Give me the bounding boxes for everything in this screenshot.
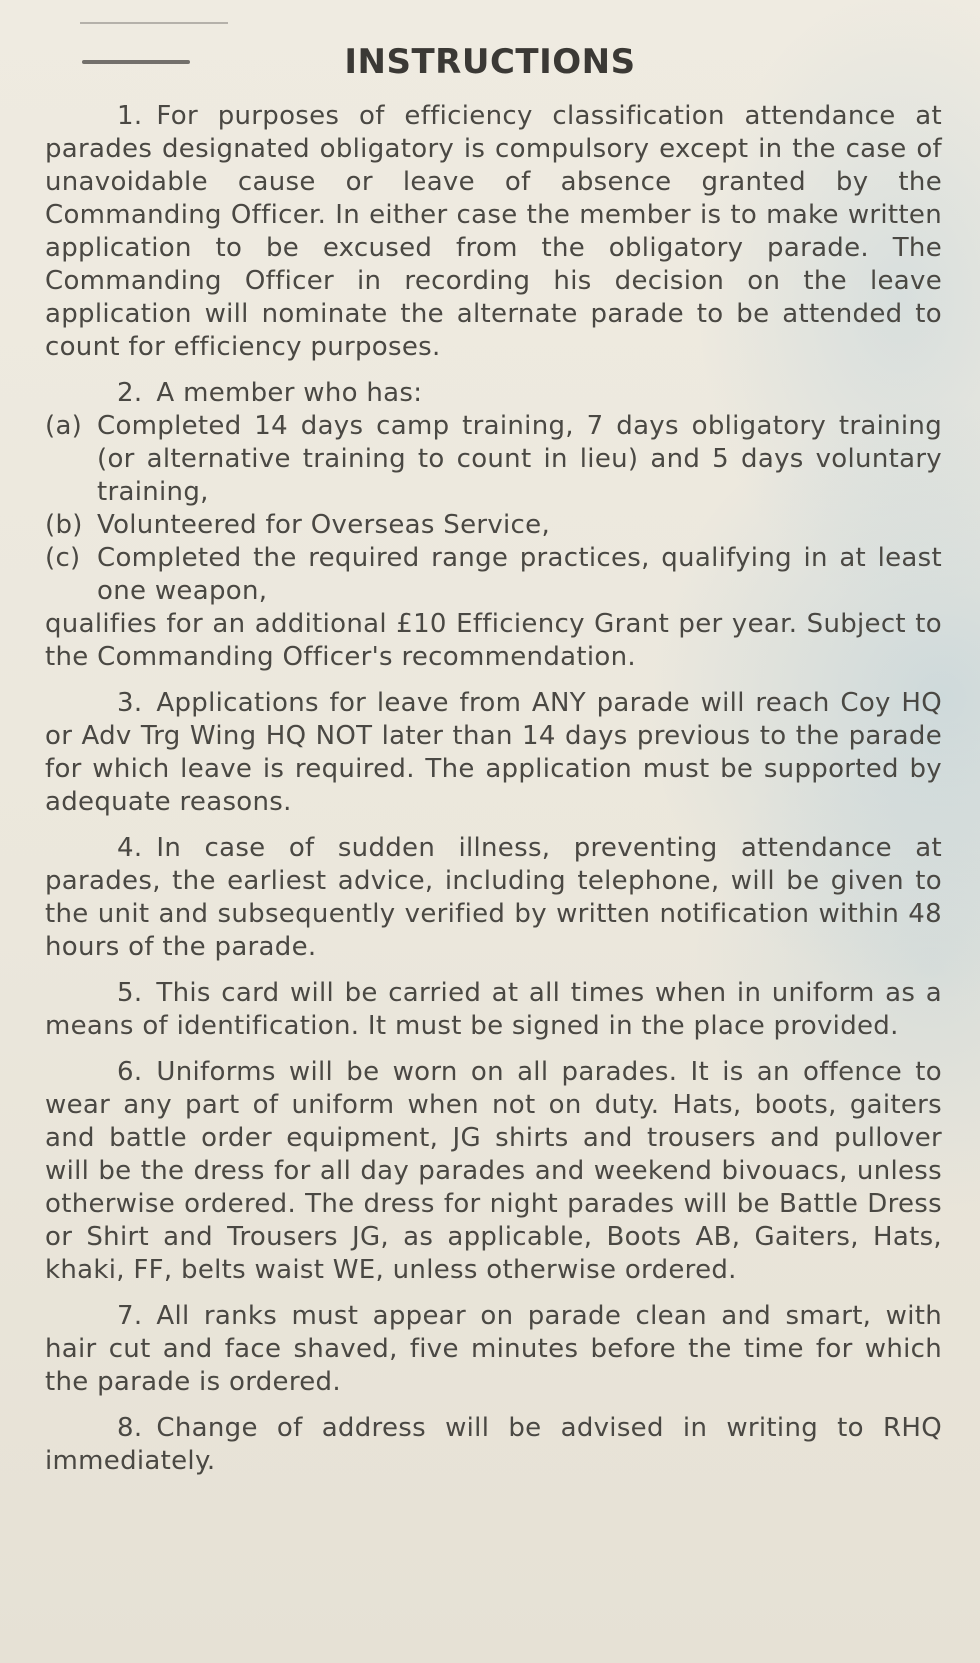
instruction-number: 2. — [117, 378, 143, 408]
instruction-2 — [45, 377, 942, 674]
item-text: Completed 14 days camp training, 7 days obligatory training (or alternative training to count in lieu) and 5 days voluntary training, — [97, 411, 942, 507]
instruction-number: 1. — [117, 101, 143, 131]
instruction-6 — [45, 1056, 942, 1287]
instruction-2-tail: qualifies for an additional £10 Efficiency Grant per year. Subject to the Commanding Officer's recommendation. — [45, 609, 942, 672]
item-label: (c) — [45, 543, 81, 573]
instruction-text: Uniforms will be worn on all parades. It is an offence to wear any part of uniform when not on duty. Hats, boots, gaiters and battle order equipment, JG shirts and trousers and pullover will be the dress for all day parades and weekend bivouacs, unless otherwise ordered. The dress for night parades will be Battle Dress or Shirt and Trousers JG, as applicable, Boots AB, Gaiters, Hats, khaki, FF, belts waist WE, unless otherwise ordered. — [45, 1057, 942, 1285]
instruction-text: A member who has: — [156, 378, 423, 408]
instruction-text: Applications for leave from ANY parade will reach Coy HQ or Adv Trg Wing HQ NOT later than 14 days previous to the parade for which leave is required. The application must be supported by adequate reasons. — [45, 688, 942, 817]
instruction-2-item-b — [45, 509, 942, 542]
instruction-4 — [45, 832, 942, 964]
top-rule-line — [80, 22, 228, 24]
instructions-body — [45, 100, 942, 1491]
item-text: Completed the required range practices, qualifying in at least one weapon, — [97, 543, 942, 606]
item-label: (a) — [45, 411, 83, 441]
instruction-text: All ranks must appear on parade clean and smart, with hair cut and face shaved, five minutes before the time for which the parade is ordered. — [45, 1301, 942, 1397]
instruction-1 — [45, 100, 942, 364]
instruction-2-item-a — [45, 410, 942, 509]
instruction-number: 3. — [117, 688, 143, 718]
instruction-number: 5. — [117, 978, 143, 1008]
instruction-number: 4. — [117, 833, 143, 863]
item-label: (b) — [45, 510, 83, 540]
instruction-text: For purposes of efficiency classification attendance at parades designated obligatory is compulsory except in the case of unavoidable cause or leave of absence granted by the Commanding Officer. In either case the member is to make written application to be excused from the obligatory parade. The Commanding Officer in recording his decision on the leave application will nominate the alternate parade to be attended to count for efficiency purposes. — [45, 101, 942, 362]
item-text: Volunteered for Overseas Service, — [97, 510, 551, 540]
instruction-number: 6. — [117, 1057, 143, 1087]
instruction-text: This card will be carried at all times when in uniform as a means of identification. It must be signed in the place provided. — [45, 978, 942, 1041]
instruction-text: In case of sudden illness, preventing attendance at parades, the earliest advice, including telephone, will be given to the unit and subsequently verified by written notification within 48 hours of the parade. — [45, 833, 942, 962]
instruction-8 — [45, 1412, 942, 1478]
instruction-text: Change of address will be advised in writing to RHQ immediately. — [45, 1413, 942, 1476]
instruction-number: 8. — [117, 1413, 143, 1443]
instruction-2-lead — [45, 377, 942, 410]
instruction-7 — [45, 1300, 942, 1399]
instruction-5 — [45, 977, 942, 1043]
instruction-2-item-c — [45, 542, 942, 608]
instruction-3 — [45, 687, 942, 819]
page-title: INSTRUCTIONS — [344, 42, 636, 82]
instruction-number: 7. — [117, 1301, 143, 1331]
